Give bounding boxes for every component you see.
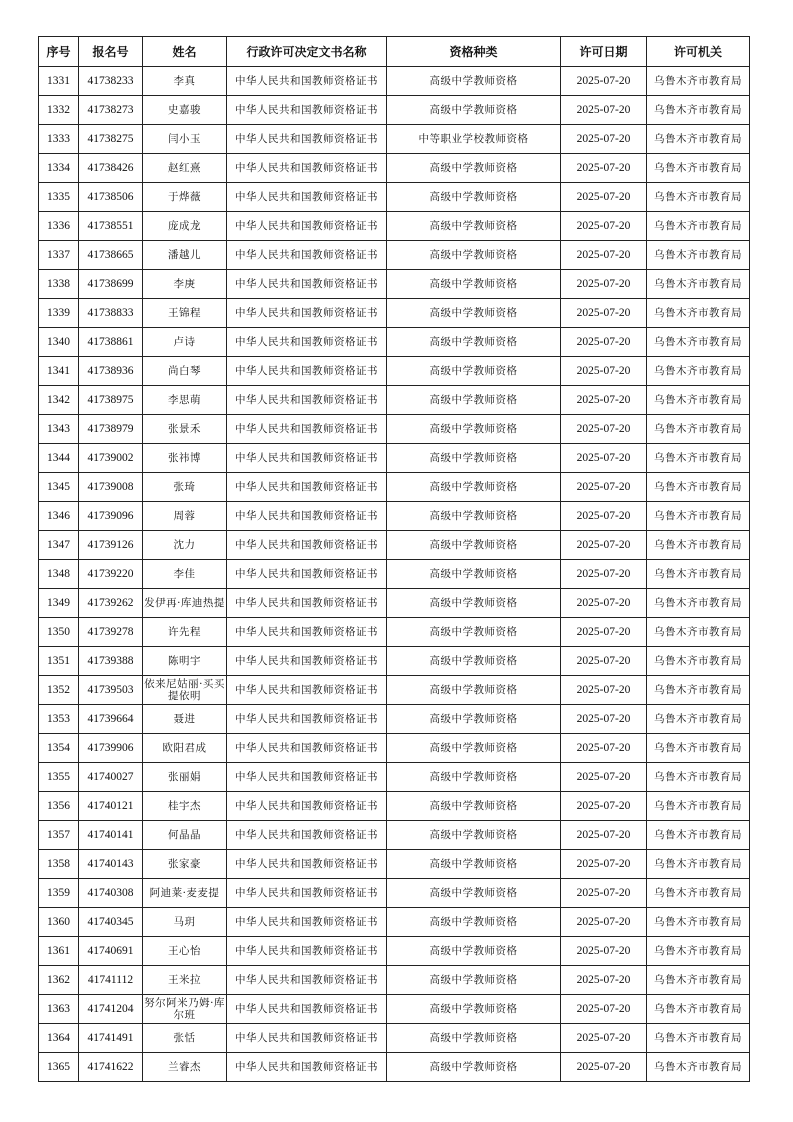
cell-qualification-type: 高级中学教师资格 [387,67,561,96]
table-row [39,328,750,357]
table-row [39,618,750,647]
cell-document-title: 中华人民共和国教师资格证书 [227,96,387,125]
cell-qualification-type: 高级中学教师资格 [387,270,561,299]
cell-qualification-type: 高级中学教师资格 [387,734,561,763]
cell-permit-authority: 乌鲁木齐市教育局 [647,328,750,357]
cell-document-title: 中华人民共和国教师资格证书 [227,995,387,1024]
table-row [39,241,750,270]
cell-name: 李佳 [143,560,227,589]
cell-qualification-type: 高级中学教师资格 [387,444,561,473]
cell-qualification-type: 高级中学教师资格 [387,618,561,647]
table-row [39,705,750,734]
header-permit-date: 许可日期 [561,37,647,67]
cell-qualification-type: 高级中学教师资格 [387,560,561,589]
cell-permit-date: 2025-07-20 [561,560,647,589]
cell-document-title: 中华人民共和国教师资格证书 [227,444,387,473]
cell-permit-authority: 乌鲁木齐市教育局 [647,241,750,270]
cell-index: 1334 [39,154,79,183]
cell-registration-number: 41738975 [79,386,143,415]
cell-index: 1335 [39,183,79,212]
cell-permit-date: 2025-07-20 [561,67,647,96]
cell-registration-number: 41738833 [79,299,143,328]
cell-document-title: 中华人民共和国教师资格证书 [227,67,387,96]
cell-index: 1363 [39,995,79,1024]
cell-index: 1338 [39,270,79,299]
table-row [39,1024,750,1053]
cell-registration-number: 41738275 [79,125,143,154]
cell-qualification-type: 高级中学教师资格 [387,415,561,444]
cell-qualification-type: 高级中学教师资格 [387,328,561,357]
cell-registration-number: 41738861 [79,328,143,357]
table-row [39,270,750,299]
cell-permit-date: 2025-07-20 [561,995,647,1024]
cell-index: 1336 [39,212,79,241]
cell-qualification-type: 高级中学教师资格 [387,937,561,966]
cell-permit-authority: 乌鲁木齐市教育局 [647,386,750,415]
cell-permit-authority: 乌鲁木齐市教育局 [647,67,750,96]
cell-registration-number: 41738233 [79,67,143,96]
table-row [39,67,750,96]
cell-index: 1345 [39,473,79,502]
cell-registration-number: 41741622 [79,1053,143,1082]
table-row [39,212,750,241]
cell-qualification-type: 高级中学教师资格 [387,821,561,850]
cell-name: 聂进 [143,705,227,734]
cell-document-title: 中华人民共和国教师资格证书 [227,502,387,531]
cell-document-title: 中华人民共和国教师资格证书 [227,299,387,328]
cell-qualification-type: 高级中学教师资格 [387,473,561,502]
cell-document-title: 中华人民共和国教师资格证书 [227,357,387,386]
cell-permit-authority: 乌鲁木齐市教育局 [647,966,750,995]
cell-permit-authority: 乌鲁木齐市教育局 [647,270,750,299]
cell-name: 王锦程 [143,299,227,328]
cell-permit-authority: 乌鲁木齐市教育局 [647,96,750,125]
table-row [39,647,750,676]
cell-permit-authority: 乌鲁木齐市教育局 [647,647,750,676]
cell-permit-authority: 乌鲁木齐市教育局 [647,299,750,328]
cell-registration-number: 41741491 [79,1024,143,1053]
cell-qualification-type: 高级中学教师资格 [387,357,561,386]
cell-registration-number: 41739503 [79,676,143,705]
cell-document-title: 中华人民共和国教师资格证书 [227,241,387,270]
cell-registration-number: 41740308 [79,879,143,908]
cell-permit-authority: 乌鲁木齐市教育局 [647,908,750,937]
cell-permit-date: 2025-07-20 [561,618,647,647]
cell-permit-date: 2025-07-20 [561,792,647,821]
cell-index: 1349 [39,589,79,618]
table-row [39,821,750,850]
table-row [39,995,750,1024]
cell-qualification-type: 高级中学教师资格 [387,705,561,734]
cell-index: 1357 [39,821,79,850]
cell-registration-number: 41738426 [79,154,143,183]
cell-name: 张恬 [143,1024,227,1053]
cell-document-title: 中华人民共和国教师资格证书 [227,734,387,763]
cell-permit-authority: 乌鲁木齐市教育局 [647,995,750,1024]
table-row [39,937,750,966]
cell-document-title: 中华人民共和国教师资格证书 [227,850,387,879]
cell-registration-number: 41741112 [79,966,143,995]
cell-document-title: 中华人民共和国教师资格证书 [227,154,387,183]
cell-qualification-type: 高级中学教师资格 [387,299,561,328]
cell-qualification-type: 高级中学教师资格 [387,212,561,241]
cell-name: 闫小玉 [143,125,227,154]
cell-permit-authority: 乌鲁木齐市教育局 [647,154,750,183]
table-row [39,473,750,502]
cell-permit-date: 2025-07-20 [561,96,647,125]
cell-permit-authority: 乌鲁木齐市教育局 [647,183,750,212]
cell-permit-date: 2025-07-20 [561,531,647,560]
cell-permit-authority: 乌鲁木齐市教育局 [647,560,750,589]
cell-registration-number: 41739664 [79,705,143,734]
cell-name: 卢诗 [143,328,227,357]
table-row [39,183,750,212]
cell-permit-date: 2025-07-20 [561,908,647,937]
cell-qualification-type: 高级中学教师资格 [387,850,561,879]
cell-permit-date: 2025-07-20 [561,705,647,734]
table-row [39,154,750,183]
cell-index: 1360 [39,908,79,937]
cell-index: 1342 [39,386,79,415]
cell-name: 史嘉骏 [143,96,227,125]
table-row [39,444,750,473]
cell-document-title: 中华人民共和国教师资格证书 [227,937,387,966]
cell-index: 1359 [39,879,79,908]
cell-qualification-type: 高级中学教师资格 [387,908,561,937]
cell-permit-date: 2025-07-20 [561,125,647,154]
table-row [39,357,750,386]
cell-registration-number: 41740345 [79,908,143,937]
cell-document-title: 中华人民共和国教师资格证书 [227,415,387,444]
cell-document-title: 中华人民共和国教师资格证书 [227,966,387,995]
cell-permit-date: 2025-07-20 [561,328,647,357]
cell-qualification-type: 高级中学教师资格 [387,966,561,995]
cell-permit-authority: 乌鲁木齐市教育局 [647,125,750,154]
table-row [39,792,750,821]
cell-name: 张家豪 [143,850,227,879]
cell-qualification-type: 高级中学教师资格 [387,995,561,1024]
cell-qualification-type: 高级中学教师资格 [387,1053,561,1082]
cell-document-title: 中华人民共和国教师资格证书 [227,531,387,560]
cell-permit-date: 2025-07-20 [561,879,647,908]
table-row [39,676,750,705]
cell-index: 1343 [39,415,79,444]
cell-permit-authority: 乌鲁木齐市教育局 [647,821,750,850]
cell-name: 陈明宇 [143,647,227,676]
cell-registration-number: 41738273 [79,96,143,125]
cell-permit-authority: 乌鲁木齐市教育局 [647,937,750,966]
cell-index: 1353 [39,705,79,734]
cell-qualification-type: 高级中学教师资格 [387,1024,561,1053]
cell-index: 1364 [39,1024,79,1053]
table-row [39,299,750,328]
cell-permit-date: 2025-07-20 [561,212,647,241]
cell-name: 依来尼姑丽·买买提依明 [143,676,227,705]
cell-permit-authority: 乌鲁木齐市教育局 [647,763,750,792]
cell-index: 1352 [39,676,79,705]
cell-name: 王心怡 [143,937,227,966]
cell-name: 李庚 [143,270,227,299]
cell-permit-date: 2025-07-20 [561,502,647,531]
cell-permit-date: 2025-07-20 [561,473,647,502]
cell-permit-authority: 乌鲁木齐市教育局 [647,444,750,473]
cell-index: 1340 [39,328,79,357]
header-registration-number: 报名号 [79,37,143,67]
table-row [39,1053,750,1082]
cell-permit-authority: 乌鲁木齐市教育局 [647,879,750,908]
cell-document-title: 中华人民共和国教师资格证书 [227,473,387,502]
cell-name: 许先程 [143,618,227,647]
cell-registration-number: 41739002 [79,444,143,473]
cell-document-title: 中华人民共和国教师资格证书 [227,212,387,241]
cell-name: 周蓉 [143,502,227,531]
cell-permit-authority: 乌鲁木齐市教育局 [647,357,750,386]
cell-permit-date: 2025-07-20 [561,1024,647,1053]
cell-permit-authority: 乌鲁木齐市教育局 [647,589,750,618]
table-row [39,560,750,589]
cell-permit-date: 2025-07-20 [561,270,647,299]
cell-index: 1355 [39,763,79,792]
cell-name: 欧阳君成 [143,734,227,763]
cell-name: 张景禾 [143,415,227,444]
cell-qualification-type: 高级中学教师资格 [387,647,561,676]
cell-document-title: 中华人民共和国教师资格证书 [227,183,387,212]
cell-name: 张祎博 [143,444,227,473]
cell-name: 张丽娟 [143,763,227,792]
header-document-title: 行政许可决定文书名称 [227,37,387,67]
cell-document-title: 中华人民共和国教师资格证书 [227,763,387,792]
cell-document-title: 中华人民共和国教师资格证书 [227,618,387,647]
cell-name: 潘越儿 [143,241,227,270]
header-name: 姓名 [143,37,227,67]
cell-qualification-type: 高级中学教师资格 [387,589,561,618]
cell-permit-authority: 乌鲁木齐市教育局 [647,473,750,502]
cell-index: 1354 [39,734,79,763]
table-row [39,386,750,415]
table-row [39,879,750,908]
cell-registration-number: 41738506 [79,183,143,212]
cell-qualification-type: 高级中学教师资格 [387,676,561,705]
cell-permit-date: 2025-07-20 [561,154,647,183]
cell-registration-number: 41740121 [79,792,143,821]
cell-qualification-type: 高级中学教师资格 [387,792,561,821]
cell-name: 兰睿杰 [143,1053,227,1082]
cell-name: 尚白琴 [143,357,227,386]
cell-permit-date: 2025-07-20 [561,734,647,763]
cell-document-title: 中华人民共和国教师资格证书 [227,125,387,154]
cell-qualification-type: 高级中学教师资格 [387,154,561,183]
cell-index: 1362 [39,966,79,995]
table-row [39,125,750,154]
cell-permit-authority: 乌鲁木齐市教育局 [647,212,750,241]
cell-permit-date: 2025-07-20 [561,937,647,966]
table-row [39,415,750,444]
cell-document-title: 中华人民共和国教师资格证书 [227,908,387,937]
cell-qualification-type: 高级中学教师资格 [387,96,561,125]
table-row [39,734,750,763]
cell-qualification-type: 高级中学教师资格 [387,502,561,531]
table-row [39,531,750,560]
cell-permit-date: 2025-07-20 [561,415,647,444]
cell-permit-date: 2025-07-20 [561,241,647,270]
cell-index: 1341 [39,357,79,386]
cell-registration-number: 41740691 [79,937,143,966]
cell-index: 1346 [39,502,79,531]
cell-index: 1331 [39,67,79,96]
cell-index: 1339 [39,299,79,328]
cell-qualification-type: 中等职业学校教师资格 [387,125,561,154]
cell-name: 马玥 [143,908,227,937]
cell-name: 李思萌 [143,386,227,415]
cell-registration-number: 41739906 [79,734,143,763]
cell-permit-date: 2025-07-20 [561,444,647,473]
cell-index: 1351 [39,647,79,676]
cell-index: 1337 [39,241,79,270]
cell-permit-authority: 乌鲁木齐市教育局 [647,415,750,444]
header-index: 序号 [39,37,79,67]
cell-document-title: 中华人民共和国教师资格证书 [227,386,387,415]
cell-name: 庞成龙 [143,212,227,241]
cell-index: 1361 [39,937,79,966]
cell-registration-number: 41738979 [79,415,143,444]
cell-qualification-type: 高级中学教师资格 [387,386,561,415]
cell-qualification-type: 高级中学教师资格 [387,879,561,908]
cell-permit-authority: 乌鲁木齐市教育局 [647,850,750,879]
cell-document-title: 中华人民共和国教师资格证书 [227,1024,387,1053]
cell-permit-date: 2025-07-20 [561,647,647,676]
cell-registration-number: 41739262 [79,589,143,618]
cell-permit-date: 2025-07-20 [561,299,647,328]
cell-registration-number: 41738936 [79,357,143,386]
cell-registration-number: 41740141 [79,821,143,850]
table-row [39,850,750,879]
cell-registration-number: 41740143 [79,850,143,879]
cell-index: 1333 [39,125,79,154]
cell-permit-date: 2025-07-20 [561,821,647,850]
cell-name: 何晶晶 [143,821,227,850]
cell-index: 1347 [39,531,79,560]
cell-permit-date: 2025-07-20 [561,386,647,415]
cell-registration-number: 41739096 [79,502,143,531]
cell-index: 1365 [39,1053,79,1082]
cell-qualification-type: 高级中学教师资格 [387,531,561,560]
cell-document-title: 中华人民共和国教师资格证书 [227,1053,387,1082]
cell-permit-authority: 乌鲁木齐市教育局 [647,502,750,531]
header-permit-authority: 许可机关 [647,37,750,67]
cell-name: 沈力 [143,531,227,560]
cell-registration-number: 41739220 [79,560,143,589]
cell-registration-number: 41739388 [79,647,143,676]
cell-name: 阿迪莱·麦麦提 [143,879,227,908]
cell-document-title: 中华人民共和国教师资格证书 [227,792,387,821]
table-row [39,502,750,531]
cell-permit-date: 2025-07-20 [561,763,647,792]
cell-qualification-type: 高级中学教师资格 [387,241,561,270]
cell-permit-date: 2025-07-20 [561,850,647,879]
cell-index: 1348 [39,560,79,589]
cell-document-title: 中华人民共和国教师资格证书 [227,647,387,676]
cell-name: 赵红熹 [143,154,227,183]
cell-permit-date: 2025-07-20 [561,357,647,386]
cell-registration-number: 41738665 [79,241,143,270]
cell-document-title: 中华人民共和国教师资格证书 [227,879,387,908]
cell-qualification-type: 高级中学教师资格 [387,183,561,212]
table-header-row [39,37,750,67]
cell-permit-date: 2025-07-20 [561,676,647,705]
cell-document-title: 中华人民共和国教师资格证书 [227,270,387,299]
cell-registration-number: 41741204 [79,995,143,1024]
cell-permit-authority: 乌鲁木齐市教育局 [647,734,750,763]
cell-index: 1344 [39,444,79,473]
teacher-certificate-table [38,36,750,1082]
header-qualification-type: 资格种类 [387,37,561,67]
cell-registration-number: 41739126 [79,531,143,560]
cell-name: 发伊再·库迪热提 [143,589,227,618]
table-row [39,908,750,937]
cell-index: 1350 [39,618,79,647]
cell-name: 王米拉 [143,966,227,995]
cell-permit-authority: 乌鲁木齐市教育局 [647,705,750,734]
cell-permit-authority: 乌鲁木齐市教育局 [647,1053,750,1082]
cell-index: 1358 [39,850,79,879]
table-row [39,589,750,618]
table-row [39,96,750,125]
table-body [39,67,750,1082]
cell-name: 李真 [143,67,227,96]
cell-document-title: 中华人民共和国教师资格证书 [227,560,387,589]
cell-registration-number: 41740027 [79,763,143,792]
table-row [39,763,750,792]
cell-name: 努尔阿米乃姆·库尔班 [143,995,227,1024]
cell-document-title: 中华人民共和国教师资格证书 [227,821,387,850]
cell-registration-number: 41739008 [79,473,143,502]
cell-permit-authority: 乌鲁木齐市教育局 [647,792,750,821]
cell-permit-date: 2025-07-20 [561,966,647,995]
cell-registration-number: 41739278 [79,618,143,647]
cell-permit-authority: 乌鲁木齐市教育局 [647,676,750,705]
cell-name: 于烨薇 [143,183,227,212]
cell-permit-authority: 乌鲁木齐市教育局 [647,1024,750,1053]
cell-document-title: 中华人民共和国教师资格证书 [227,328,387,357]
table-row [39,966,750,995]
cell-qualification-type: 高级中学教师资格 [387,763,561,792]
cell-registration-number: 41738551 [79,212,143,241]
cell-permit-authority: 乌鲁木齐市教育局 [647,618,750,647]
cell-name: 张琦 [143,473,227,502]
cell-permit-date: 2025-07-20 [561,589,647,618]
cell-index: 1332 [39,96,79,125]
cell-index: 1356 [39,792,79,821]
cell-document-title: 中华人民共和国教师资格证书 [227,705,387,734]
cell-document-title: 中华人民共和国教师资格证书 [227,589,387,618]
cell-name: 桂宇杰 [143,792,227,821]
cell-registration-number: 41738699 [79,270,143,299]
cell-permit-date: 2025-07-20 [561,1053,647,1082]
cell-permit-authority: 乌鲁木齐市教育局 [647,531,750,560]
cell-permit-date: 2025-07-20 [561,183,647,212]
cell-document-title: 中华人民共和国教师资格证书 [227,676,387,705]
